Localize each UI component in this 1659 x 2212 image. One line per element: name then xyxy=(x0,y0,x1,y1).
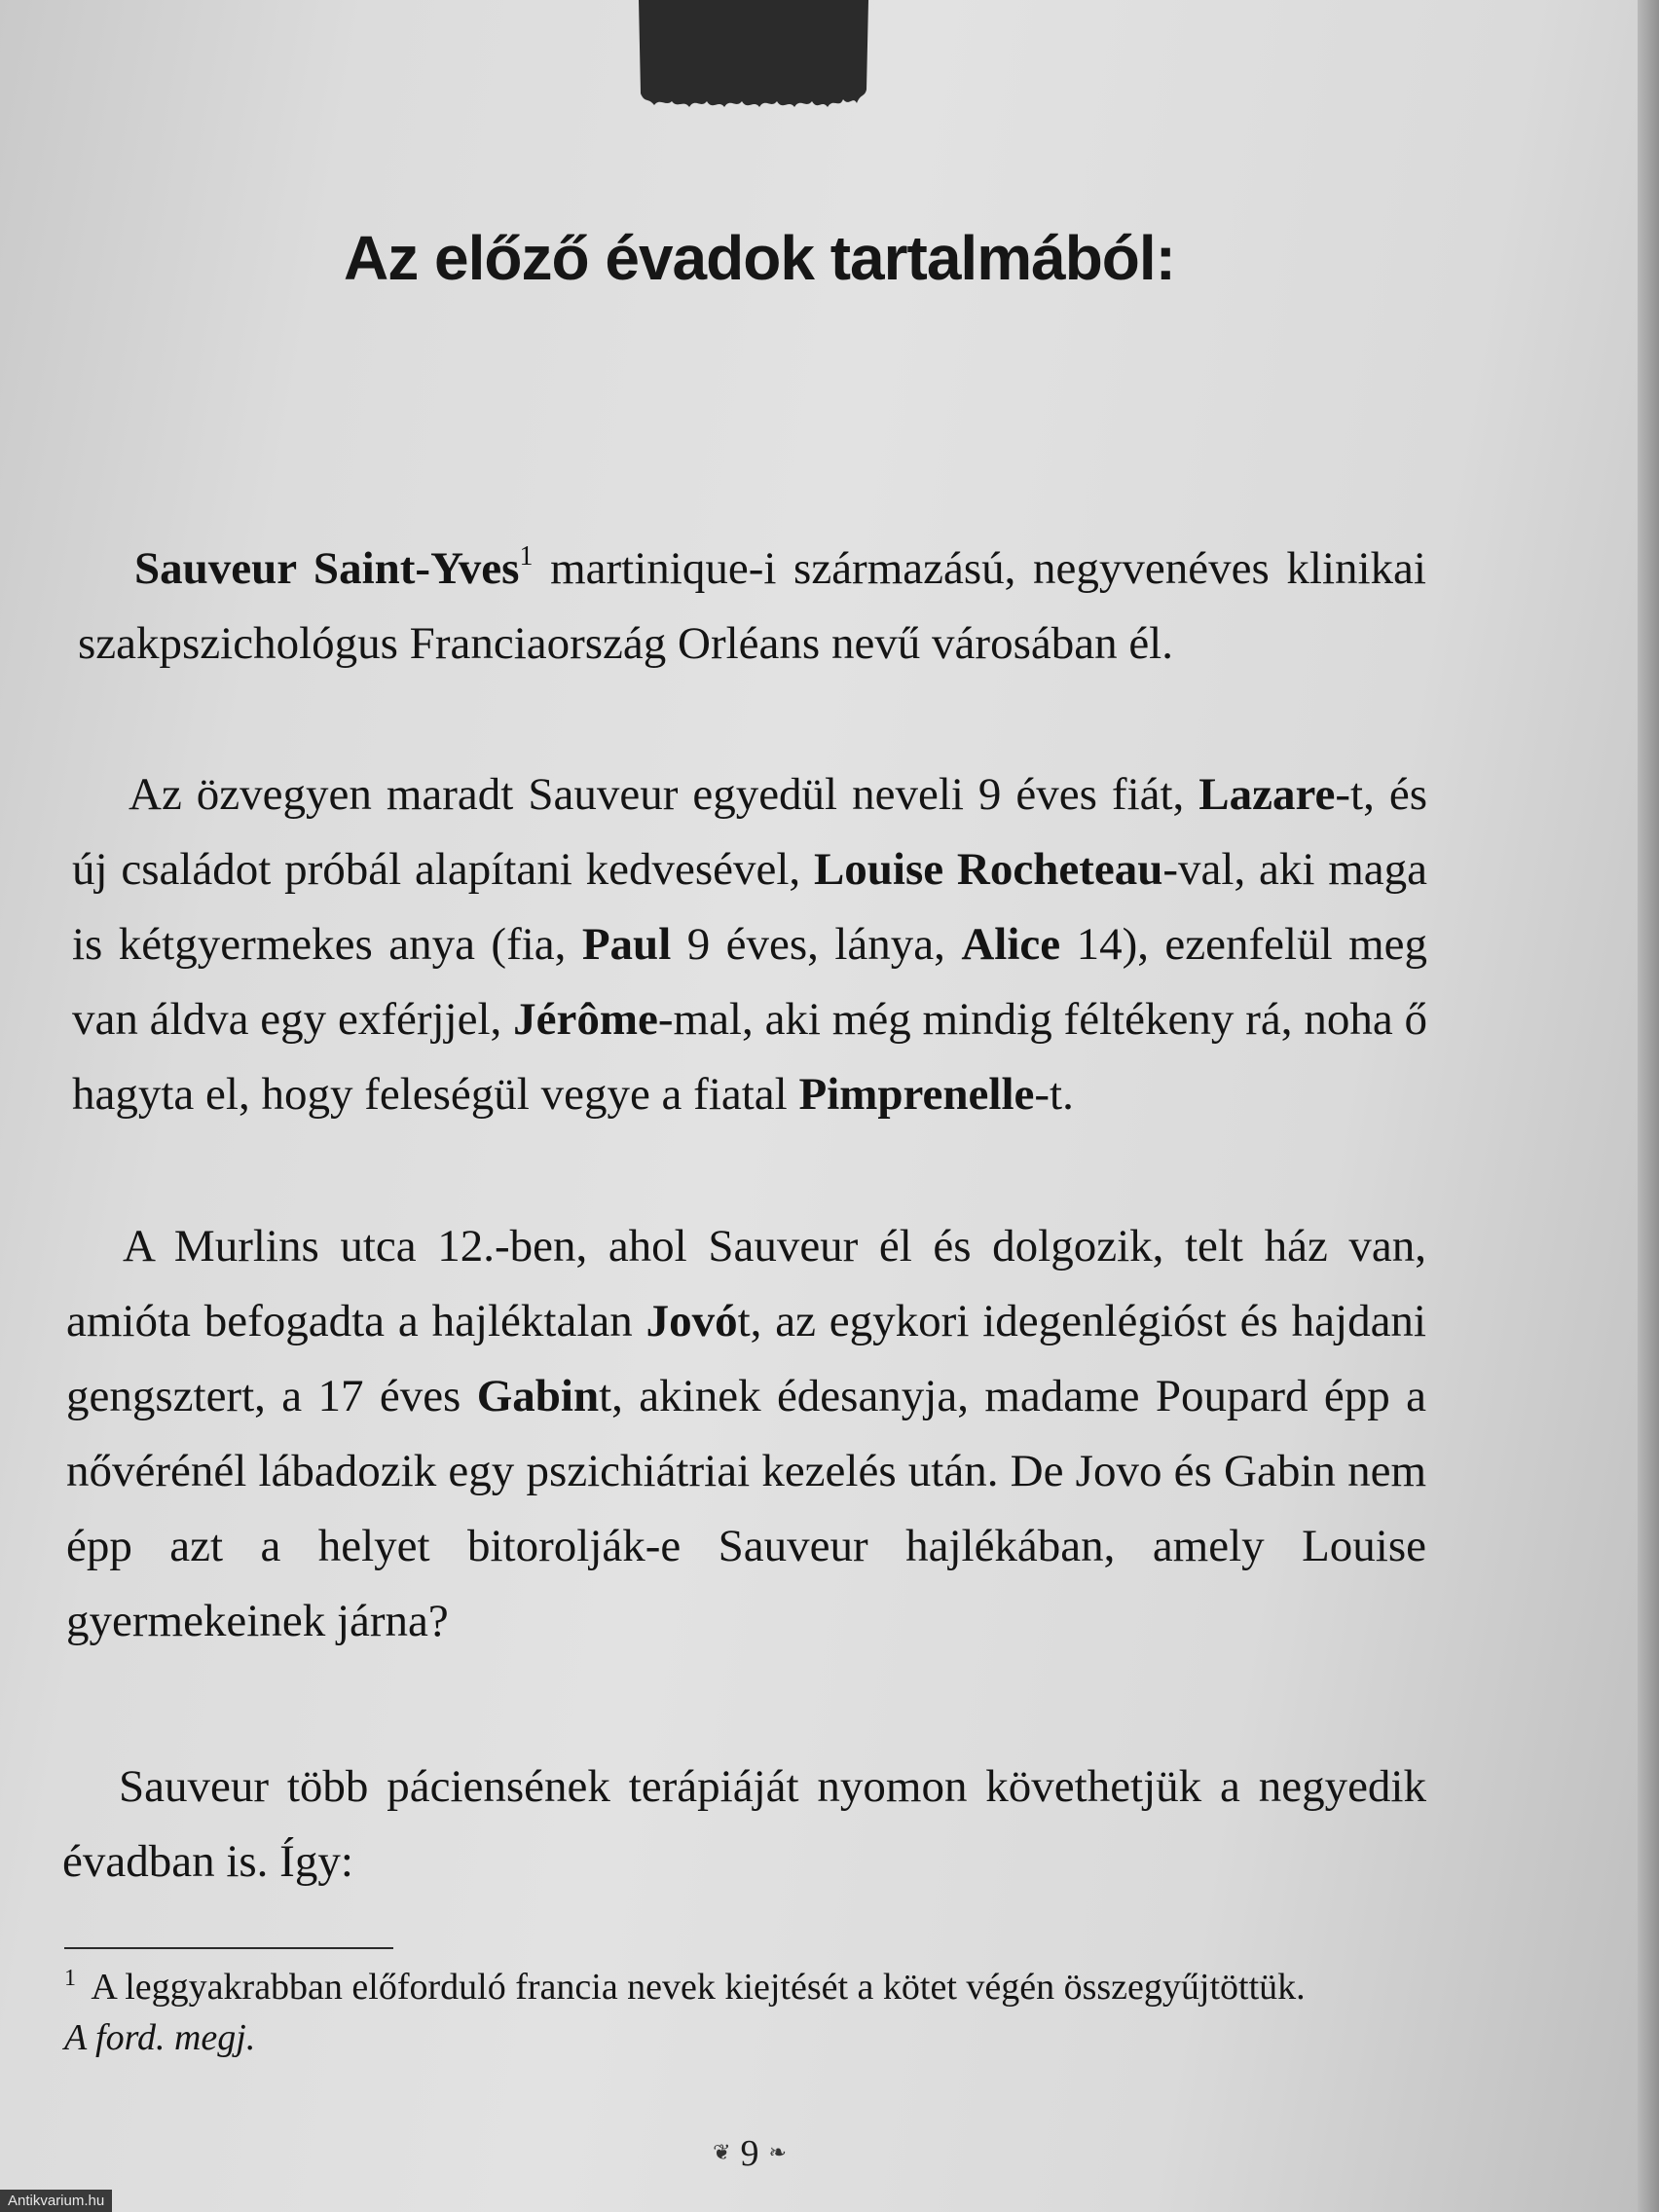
name-jovo: Jovó xyxy=(645,1296,738,1346)
footnote-mark: 1 xyxy=(64,1966,76,1991)
paragraph-4 xyxy=(62,1750,1426,1899)
paragraph-2 xyxy=(72,757,1427,1132)
name-paul: Paul xyxy=(581,919,672,970)
paragraph-2-text-1: Az özvegyen maradt Sauveur egyedül neveli 9 éves fiát, xyxy=(129,769,1199,820)
paragraph-2-text-3: -val, aki maga is kétgyermekes anya (fia, xyxy=(72,844,1427,970)
paragraph-1 xyxy=(78,532,1426,682)
paragraph-2-text-2: -t, és új családot próbál alapítani kedvesével, xyxy=(72,769,1427,895)
footnote xyxy=(64,1962,1423,2063)
paragraph-2-text-5: 14), ezenfelül meg van áldva egy exférjjel, xyxy=(72,919,1428,1045)
paragraph-4-text: Sauveur több páciensének terápiáját nyomon követhetjük a negyedik évadban is. Így: xyxy=(62,1761,1426,1887)
right-ornament-icon: ❧ xyxy=(768,2140,787,2164)
name-pimprenelle: Pimprenelle xyxy=(798,1069,1035,1120)
name-jerome: Jérôme xyxy=(513,994,658,1045)
page-number: 9 xyxy=(740,2133,759,2174)
footnote-text: A leggyakrabban előforduló francia nevek kiejtését a kötet végén összegyűjtöttük. xyxy=(84,1967,1306,2008)
name-sauveur-saint-yves: Sauveur Saint-Yves xyxy=(134,543,520,594)
name-alice: Alice xyxy=(961,919,1061,970)
top-ornament-block xyxy=(635,0,872,125)
paragraph-2-text-6: -mal, aki még mindig féltékeny rá, noha ő hagyta el, hogy feleségül vegye a fiatal xyxy=(72,994,1428,1120)
paragraph-1-text: martinique-i származású, negyvenéves klinikai szakpszichológus Franciaország Orléans nevű városában él. xyxy=(78,543,1426,669)
page-number-footer xyxy=(672,2132,828,2175)
name-louise-rocheteau: Louise Rocheteau xyxy=(813,844,1163,895)
name-gabin: Gabin xyxy=(476,1371,600,1421)
footnote-reference: 1 xyxy=(519,541,534,571)
footnote-attribution: A ford. megj. xyxy=(64,2017,256,2058)
paragraph-2-text-7: -t. xyxy=(1034,1069,1074,1120)
page-edge-shadow xyxy=(1638,0,1659,2212)
paragraph-3 xyxy=(66,1209,1426,1659)
left-ornament-icon: ❦ xyxy=(713,2140,731,2164)
footnote-divider xyxy=(64,1947,393,1949)
paragraph-3-text-3: t, akinek édesanyja, madame Poupard épp a nővérénél lábadozik egy pszichiátriai kezelés után. De Jovo és Gabin nem épp azt a helyet bitorolják-e Sauveur hajlékában, amely Louise gyermekeinek járna? xyxy=(66,1371,1427,1646)
chapter-heading: Az előző évadok tartalmából: xyxy=(344,223,1175,293)
name-lazare: Lazare xyxy=(1198,769,1336,820)
watermark-logo: Antikvarium.hu xyxy=(0,2190,112,2212)
paragraph-3-text-2: t, az egykori idegenlégióst és hajdani gengsztert, a 17 éves xyxy=(66,1296,1426,1421)
paragraph-3-text-1: A Murlins utca 12.-ben, ahol Sauveur él és dolgozik, telt ház van, amióta befogadta a hajléktalan xyxy=(66,1221,1426,1346)
paragraph-2-text-4: 9 éves, lánya, xyxy=(671,919,962,970)
